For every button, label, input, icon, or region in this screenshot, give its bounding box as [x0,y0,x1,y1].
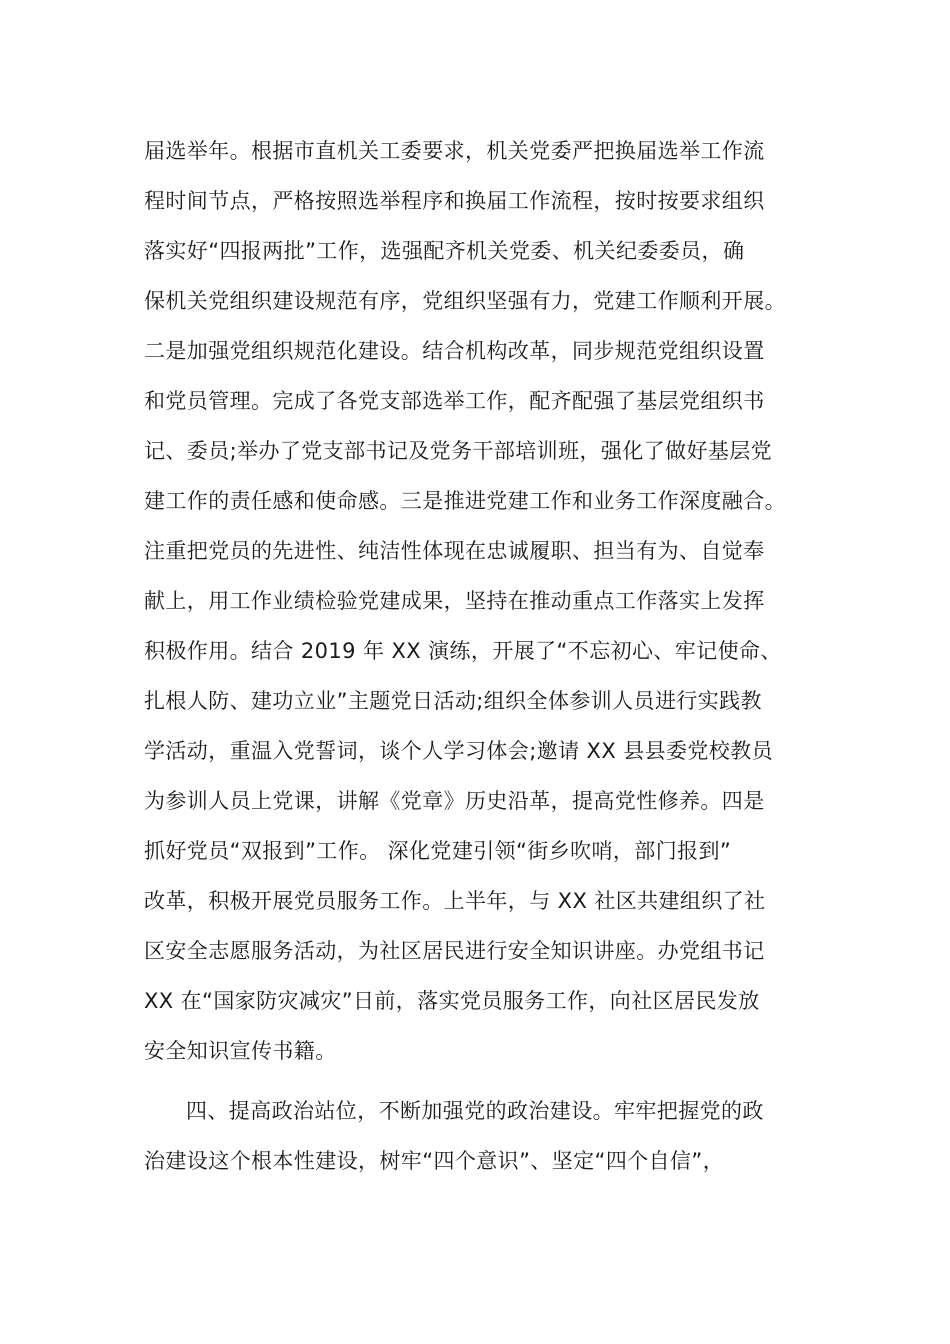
paragraph1-line: 区安全志愿服务活动，为社区居民进行安全知识讲座。办党组书记 [144,939,765,963]
paragraph1-line: 注重把党员的先进性、纯洁性体现在忠诚履职、担当有为、自觉奉 [144,539,765,563]
paragraph1-line: XX 在“国家防灾减灾”日前，落实党员服务工作，向社区居民发放 [144,989,760,1013]
paragraph1-line: 记、委员;举办了党支部书记及党务干部培训班，强化了做好基层党 [144,439,773,463]
paragraph1-line: 扎根人防、建功立业”主题党日活动;组织全体参训人员进行实践教 [144,689,762,713]
paragraph1-line: 二是加强党组织规范化建设。结合机构改革，同步规范党组织设置 [144,339,765,363]
paragraph1-line: 程时间节点，严格按照选举程序和换届工作流程，按时按要求组织 [144,189,765,213]
paragraph1-line: 安全知识宣传书籍。 [144,1039,337,1063]
paragraph1-line: 落实好“四报两批”工作，选强配齐机关党委、机关纪委委员，确 [144,239,745,263]
paragraph1-line: 积极作用。结合 2019 年 XX 演练，开展了“不忘初心、牢记使命、 [144,639,782,663]
paragraph1-line: 和党员管理。完成了各党支部选举工作，配齐配强了基层党组织书 [144,389,765,413]
paragraph1-line: 为参训人员上党课，讲解《党章》历史沿革，提高党性修养。四是 [144,789,765,813]
paragraph1-line: 改革，积极开展党员服务工作。上半年，与 XX 社区共建组织了社 [144,889,766,913]
paragraph2-line: 治建设这个根本性建设，树牢“四个意识”、坚定“四个自信”， [144,1149,725,1173]
paragraph1-line: 建工作的责任感和使命感。三是推进党建工作和业务工作深度融合。 [144,489,786,513]
paragraph2-line: 四、提高政治站位，不断加强党的政治建设。牢牢把握党的政 [186,1099,764,1123]
paragraph1-line: 保机关党组织建设规范有序，党组织坚强有力，党建工作顺利开展。 [144,289,786,313]
paragraph1-line: 献上，用工作业绩检验党建成果，坚持在推动重点工作落实上发挥 [144,589,765,613]
paragraph1-line: 抓好党员“双报到”工作。 深化党建引领“街乡吹哨，部门报到” [144,839,732,863]
paragraph1-line: 届选举年。根据市直机关工委要求，机关党委严把换届选举工作流 [144,139,765,163]
paragraph1-line: 学活动，重温入党誓词，谈个人学习体会;邀请 XX 县县委党校教员 [144,739,773,763]
